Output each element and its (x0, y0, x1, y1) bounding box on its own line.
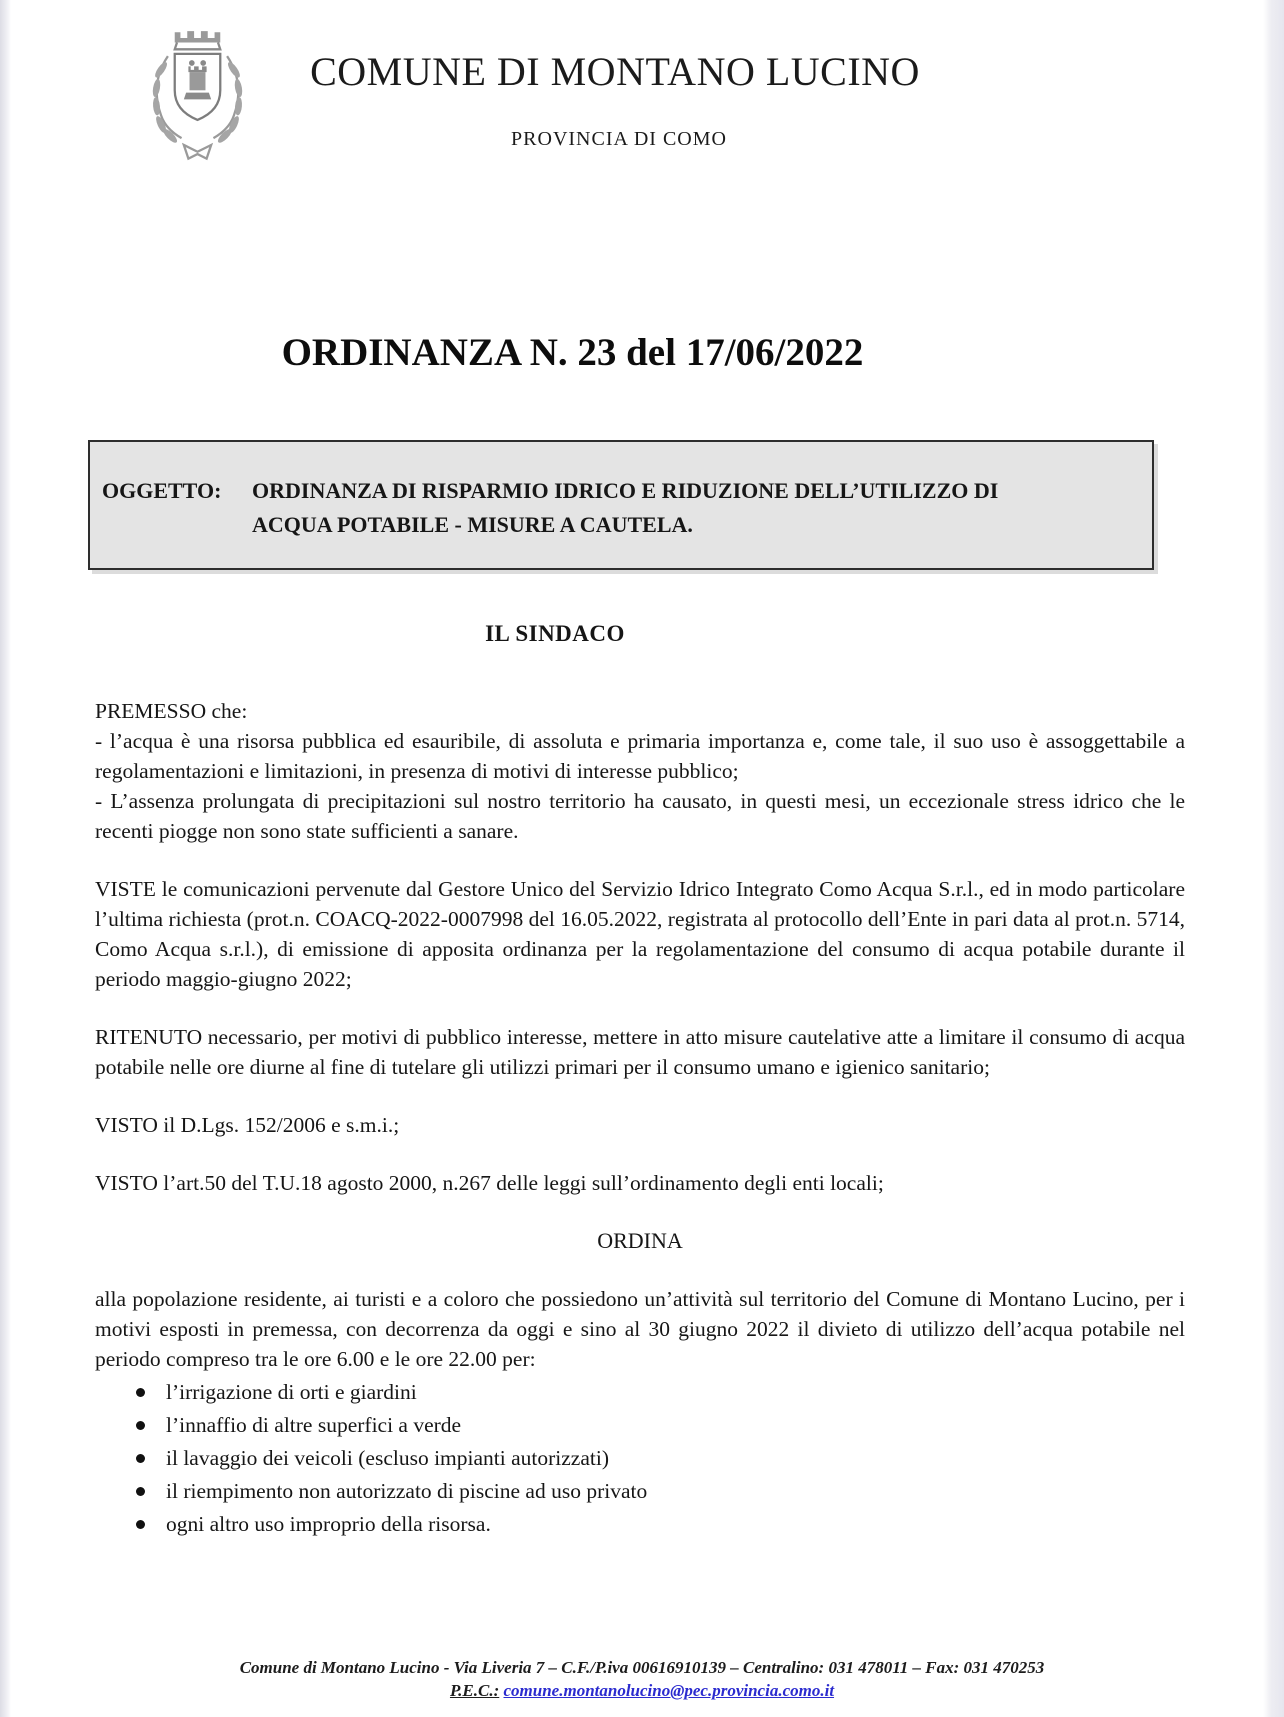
prohibited-uses-list (95, 1376, 1185, 1541)
ordina-heading: ORDINA (597, 1228, 683, 1253)
visto-1-paragraph: VISTO il D.Lgs. 152/2006 e s.m.i.; (95, 1113, 400, 1137)
subject-text: ORDINANZA DI RISPARMIO IDRICO E RIDUZIONE DELL’UTILIZZO DI ACQUA POTABILE - MISURE A CAUTELA. (252, 478, 999, 537)
mayor-heading: IL SINDACO (485, 621, 625, 646)
premesso-items (95, 726, 1185, 846)
ordinance-title: ORDINANZA N. 23 del 17/06/2022 (281, 331, 864, 374)
subject-box (88, 440, 1154, 570)
prohibited-use-item: il riempimento non autorizzato di piscine ad uso privato (95, 1475, 1185, 1508)
municipality-name: COMUNE DI MONTANO LUCINO (310, 49, 920, 94)
prohibited-use-item: l’irrigazione di orti e giardini (95, 1376, 1185, 1409)
footer-contact-line: Comune di Montano Lucino - Via Liveria 7 – C.F./P.iva 00616910139 – Centralino: 031 478011 – Fax: 031 470253 (239, 1658, 1045, 1677)
viste-paragraph: VISTE le comunicazioni pervenute dal Gestore Unico del Servizio Idrico Integrato Como Acqua S.r.l., ed in modo particolare l’ultima richiesta (prot.n. COACQ-2022-0007998 del 16.05.2022, registrata al protocollo dell’Ente in pari data al prot.n. 5714, Como Acqua s.r.l.), di emissione di apposita ordinanza per la regolamentazione del consumo di acqua potabile durante il periodo maggio-giugno 2022; (95, 877, 1185, 991)
visto-2-paragraph: VISTO l’art.50 del T.U.18 agosto 2000, n.267 delle leggi sull’ordinamento degli enti locali; (95, 1171, 884, 1195)
prohibited-use-item: ogni altro uso improprio della risorsa. (95, 1508, 1185, 1541)
footer-pec-line (0, 1681, 1284, 1701)
prohibited-use-item: l’innaffio di altre superfici a verde (95, 1409, 1185, 1442)
pec-email-link[interactable]: comune.montanolucino@pec.provincia.como.it (503, 1681, 835, 1700)
prohibited-use-item: il lavaggio dei veicoli (escluso impianti autorizzati) (95, 1442, 1185, 1475)
province-name: PROVINCIA DI COMO (511, 128, 727, 150)
page-edge-left (0, 0, 11, 1717)
premesso-item: - l’acqua è una risorsa pubblica ed esauribile, di assoluta e primaria importanza e, come tale, il suo uso è assoggettabile a regolamentazioni e limitazioni, in presenza di motivi di interesse pubblico; (95, 729, 1185, 783)
premesso-label: PREMESSO che: (95, 699, 248, 723)
subject-label: OGGETTO: (102, 478, 222, 503)
page-footer (0, 1658, 1284, 1701)
ordinance-body (95, 696, 1185, 1541)
ritenuto-paragraph: RITENUTO necessario, per motivi di pubblico interesse, mettere in atto misure cautelative atte a limitare il consumo di acqua potabile nelle ore diurne al fine di tutelare gli utilizzi primari per il consumo umano e igienico sanitario; (95, 1025, 1185, 1079)
pec-label: P.E.C.: (449, 1681, 500, 1700)
ordina-paragraph: alla popolazione residente, ai turisti e a coloro che possiedono un’attività sul territorio del Comune di Montano Lucino, per i motivi esposti in premessa, con decorrenza da oggi e sino al 30 giugno 2022 il divieto di utilizzo dell’acqua potabile nel periodo compreso tra le ore 6.00 e le ore 22.00 per: (95, 1287, 1185, 1371)
page-edge-right (1263, 0, 1284, 1717)
premesso-item: - L’assenza prolungata di precipitazioni sul nostro territorio ha causato, in questi mesi, un eccezionale stress idrico che le recenti piogge non sono state sufficienti a sanare. (95, 789, 1185, 843)
